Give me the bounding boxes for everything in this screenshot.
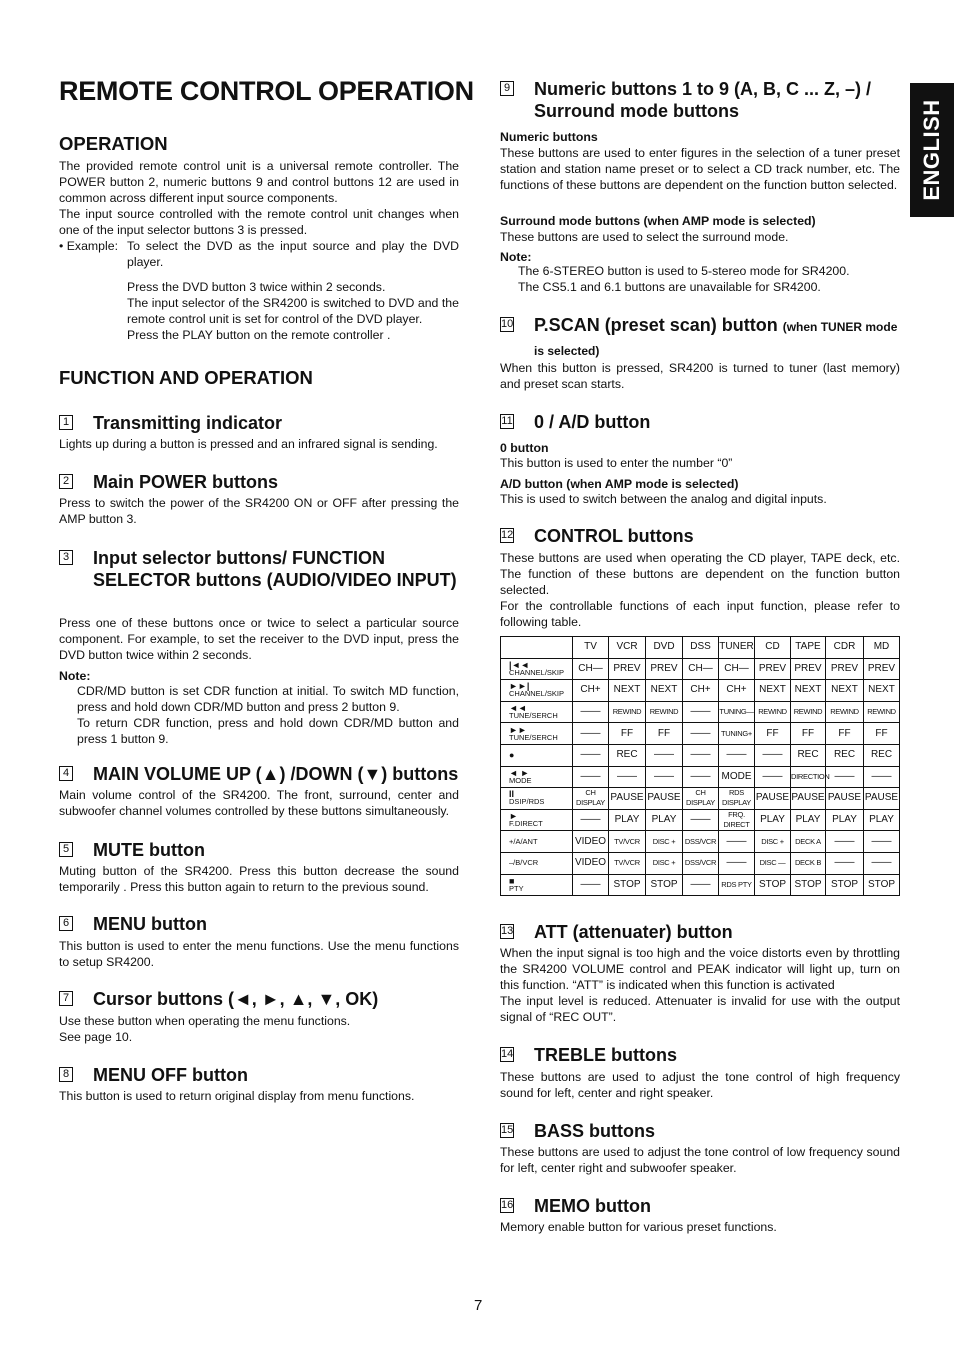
item-3-heading — [59, 547, 459, 591]
table-cell: PREV — [646, 658, 683, 680]
button-symbol-icon: ● — [509, 750, 515, 761]
table-cell: RDS DISPLAY — [719, 788, 755, 810]
example-step-3: Press the PLAY button on the remote controller . — [127, 328, 391, 342]
language-tab — [910, 83, 954, 217]
table-cell: PREV — [826, 658, 864, 680]
item-9-body-1: These buttons are used to enter figures in the selection of a tuner preset station and station name preset or to select a CD track number, etc. The functions of these buttons are dependent on the function button selected. — [500, 146, 900, 192]
table-cell: CH— — [573, 658, 609, 680]
item-number: 16 — [501, 1199, 514, 1211]
item-16-body: Memory enable button for various preset functions. — [500, 1220, 777, 1234]
table-column-header: CD — [755, 637, 791, 659]
table-cell: TUNING+ — [719, 723, 755, 745]
table-cell: DSS/VCR — [683, 831, 719, 853]
item-9-body-2: These buttons are used to select the surround mode. — [500, 230, 789, 244]
item-12-heading — [500, 525, 900, 547]
item-number: 5 — [59, 842, 73, 857]
item-9-note-body: The 6-STEREO button is used to 5-stereo mode for SR4200. The CS5.1 and 6.1 buttons are unavailable for SR4200. — [518, 264, 850, 294]
item-3-note-body: CDR/MD button is set CDR function at initial. To switch MD function, press and hold down CDR/MD button and press 2 button 9. To return CDR function, press and hold down CDR/MD button and press 1 button 9. — [77, 684, 459, 746]
table-cell: —— — [864, 852, 900, 874]
row-label-cell — [501, 701, 573, 723]
row-label: +/A/ANT — [509, 836, 538, 846]
table-cell: PLAY — [755, 809, 791, 831]
table-cell: —— — [826, 766, 864, 788]
table-cell: CH+ — [683, 680, 719, 702]
button-symbol-icon: ■ — [509, 875, 515, 886]
table-cell: TV/VCR — [609, 831, 646, 853]
table-cell: —— — [755, 744, 791, 766]
table-cell: DECK B — [791, 852, 826, 874]
item-title: TREBLE buttons — [534, 1045, 677, 1065]
row-label: TUNE/SERCH — [509, 732, 558, 742]
table-cell: FF — [864, 723, 900, 745]
button-symbol-icon: ◄ ► — [509, 767, 530, 778]
table-column-header: VCR — [609, 637, 646, 659]
table-cell: REWIND — [791, 701, 826, 723]
row-label-cell — [501, 744, 573, 766]
table-cell: CH DISPLAY — [683, 788, 719, 810]
row-label-cell — [501, 723, 573, 745]
item-11-sub-2: A/D button (when AMP mode is selected) — [500, 477, 739, 491]
table-cell: —— — [719, 852, 755, 874]
item-9-sub-2: Surround mode buttons (when AMP mode is selected) — [500, 214, 816, 228]
control-buttons-table — [500, 636, 900, 896]
operation-p1-text: The provided remote control unit is a universal remote controller. The POWER button 2, numeric buttons 9 and control buttons 12 are used in common across different input source components. — [59, 159, 459, 205]
button-symbol-icon: ►► — [509, 724, 527, 735]
table-cell: —— — [683, 744, 719, 766]
table-cell: DIRECTION — [791, 766, 826, 788]
function-operation-heading: FUNCTION AND OPERATION — [59, 367, 313, 388]
table-cell: NEXT — [609, 680, 646, 702]
row-label-cell — [501, 766, 573, 788]
table-cell: REWIND — [646, 701, 683, 723]
item-title: MENU OFF button — [93, 1065, 248, 1085]
table-row — [501, 701, 900, 723]
item-title: MEMO button — [534, 1196, 651, 1216]
table-cell: VIDEO — [573, 831, 609, 853]
item-number: 3 — [59, 550, 73, 565]
example-text: To select the DVD as the input source and play the DVD player. — [127, 239, 459, 269]
table-row — [501, 831, 900, 853]
table-cell: NEXT — [826, 680, 864, 702]
table-cell: FF — [791, 723, 826, 745]
table-cell: REC — [609, 744, 646, 766]
table-cell: PAUSE — [646, 788, 683, 810]
button-symbol-icon: II — [509, 789, 515, 800]
item-number: 10 — [501, 318, 514, 330]
table-row — [501, 744, 900, 766]
row-label-cell — [501, 658, 573, 680]
item-5-heading — [59, 839, 459, 861]
table-cell: TV/VCR — [609, 852, 646, 874]
table-header-row — [501, 637, 900, 659]
table-cell: —— — [755, 766, 791, 788]
table-cell: —— — [719, 744, 755, 766]
item-13-body: When the input signal is too high and the voice distorts even by throttling the SR4200 VOLUME control and PEAK indicator will light up, turn on this function. “ATT” is indicated when this function is activated The input level is reduced. Attenuater is invalid for use with the output signal of “REC OUT”. — [500, 946, 900, 1024]
table-cell: —— — [683, 723, 719, 745]
row-label: CHANNEL/SKIP — [509, 667, 565, 677]
item-title: ATT (attenuater) button — [534, 922, 733, 942]
operation-heading: OPERATION — [59, 133, 168, 154]
table-cell: —— — [826, 831, 864, 853]
table-cell: PAUSE — [864, 788, 900, 810]
table-cell: —— — [864, 831, 900, 853]
item-number: 4 — [59, 766, 73, 781]
row-label: TUNE/SERCH — [509, 711, 558, 721]
table-cell: CH+ — [573, 680, 609, 702]
row-label-cell — [501, 874, 573, 896]
item-number: 15 — [501, 1124, 514, 1136]
row-label-cell — [501, 852, 573, 874]
item-2-body: Press to switch the power of the SR4200 ON or OFF after pressing the AMP button 3. — [59, 496, 459, 526]
row-label-cell — [501, 809, 573, 831]
table-cell: REC — [864, 744, 900, 766]
item-number: 7 — [59, 991, 73, 1006]
table-cell: REWIND — [609, 701, 646, 723]
table-cell: STOP — [609, 874, 646, 896]
table-cell: —— — [826, 852, 864, 874]
table-cell: STOP — [826, 874, 864, 896]
table-cell: CH— — [719, 658, 755, 680]
table-column-header: TUNER — [719, 637, 755, 659]
table-cell: —— — [646, 744, 683, 766]
table-cell: —— — [573, 723, 609, 745]
table-cell: CH— — [683, 658, 719, 680]
item-9-heading — [500, 78, 900, 122]
table-cell: —— — [573, 701, 609, 723]
row-label-cell — [501, 788, 573, 810]
item-1-body: Lights up during a button is pressed and an infrared signal is sending. — [59, 437, 438, 451]
item-title: 0 / A/D button — [534, 412, 651, 432]
item-title: MUTE button — [93, 840, 205, 860]
table-cell: STOP — [755, 874, 791, 896]
item-2-heading — [59, 471, 459, 493]
table-cell: REWIND — [826, 701, 864, 723]
table-cell: —— — [573, 874, 609, 896]
table-cell: —— — [646, 766, 683, 788]
item-number: 11 — [501, 415, 513, 427]
example-lead: • Example: — [59, 239, 118, 253]
item-11-heading — [500, 411, 900, 433]
table-cell: FF — [826, 723, 864, 745]
table-cell: RDS PTY — [719, 874, 755, 896]
example-step-1: Press the DVD button 3 twice within 2 seconds. — [127, 280, 386, 294]
table-cell: PREV — [791, 658, 826, 680]
item-number: 8 — [59, 1067, 73, 1082]
row-label: DSIP/RDS — [509, 797, 545, 807]
item-title: Numeric buttons 1 to 9 (A, B, C ... Z, –) / Surround mode buttons — [534, 79, 872, 121]
table-row — [501, 723, 900, 745]
table-cell: DISC — — [755, 852, 791, 874]
language-tab-label: ENGLISH — [919, 99, 944, 201]
table-cell: —— — [719, 831, 755, 853]
page-title: REMOTE CONTROL OPERATION — [59, 76, 474, 106]
table-cell: PLAY — [826, 809, 864, 831]
table-column-header: TAPE — [791, 637, 826, 659]
item-7-body: Use these button when operating the menu functions. See page 10. — [59, 1014, 351, 1044]
table-cell: —— — [683, 701, 719, 723]
table-cell: —— — [573, 744, 609, 766]
table-cell: STOP — [791, 874, 826, 896]
item-9-sub-1: Numeric buttons — [500, 130, 598, 144]
table-cell: PLAY — [791, 809, 826, 831]
table-cell: NEXT — [864, 680, 900, 702]
table-cell: NEXT — [791, 680, 826, 702]
table-cell: NEXT — [646, 680, 683, 702]
item-14-heading — [500, 1044, 900, 1066]
table-row — [501, 788, 900, 810]
operation-p2-text: The input source controlled with the remote control unit changes when one of the input selector buttons 3 is pressed. — [59, 207, 459, 237]
table-cell: DECK A — [791, 831, 826, 853]
item-8-heading — [59, 1064, 459, 1086]
table-cell: FF — [755, 723, 791, 745]
table-cell: VIDEO — [573, 852, 609, 874]
table-cell: PAUSE — [609, 788, 646, 810]
table-cell: REC — [791, 744, 826, 766]
table-cell: FRQ. DIRECT — [719, 809, 755, 831]
item-1-heading — [59, 412, 459, 434]
item-title: MENU button — [93, 914, 207, 934]
table-cell: CH DISPLAY — [573, 788, 609, 810]
table-cell: DISC + — [646, 831, 683, 853]
item-number: 13 — [501, 925, 514, 937]
item-14-body: These buttons are used to adjust the tone control of high frequency sound for left, center and right speaker. — [500, 1070, 900, 1100]
item-3-body: Press one of these buttons once or twice to select a particular source component. For example, to set the receiver to the DVD input, press the DVD button twice within 2 seconds. — [59, 616, 459, 662]
table-cell: DISC + — [755, 831, 791, 853]
operation-paragraph-1 — [59, 158, 459, 206]
item-number: 1 — [59, 415, 73, 430]
table-cell: PREV — [864, 658, 900, 680]
item-10-body: When this button is pressed, SR4200 is turned to tuner (last memory) and preset scan starts. — [500, 361, 900, 391]
item-title: Transmitting indicator — [93, 413, 283, 433]
table-row — [501, 766, 900, 788]
item-title-note: (when TUNER mode is selected) — [534, 320, 898, 358]
item-4-heading — [59, 763, 459, 785]
item-15-body: These buttons are used to adjust the tone control of low frequency sound for left, center right and subwoofer speaker. — [500, 1145, 900, 1175]
table-cell: PREV — [755, 658, 791, 680]
row-label: CHANNEL/SKIP — [509, 689, 565, 699]
example-step-2: The input selector of the SR4200 is switched to DVD and the remote control unit is set for control of the DVD player. — [127, 296, 459, 326]
item-16-heading — [500, 1195, 900, 1217]
table-column-header: DSS — [683, 637, 719, 659]
table-column-header: MD — [864, 637, 900, 659]
table-cell: REWIND — [864, 701, 900, 723]
table-cell: —— — [864, 766, 900, 788]
table-cell: PAUSE — [791, 788, 826, 810]
table-cell: —— — [683, 809, 719, 831]
table-cell: —— — [573, 809, 609, 831]
table-cell: PAUSE — [755, 788, 791, 810]
item-title: P.SCAN (preset scan) button — [534, 315, 778, 335]
item-12-body: These buttons are used when operating the CD player, TAPE deck, etc. The function of these buttons are dependent on the function button selected. For the controllable functions of each input function, please refer to following table. — [500, 551, 900, 629]
table-cell: PLAY — [609, 809, 646, 831]
row-label: PTY — [509, 883, 524, 893]
row-label-cell — [501, 680, 573, 702]
item-title: Cursor buttons (◄, ►, ▲, ▼, OK) — [93, 989, 379, 1009]
table-column-header: CDR — [826, 637, 864, 659]
item-13-heading — [500, 921, 900, 943]
table-cell: PLAY — [646, 809, 683, 831]
table-row — [501, 874, 900, 896]
button-symbol-icon: |◄◄ — [509, 659, 530, 670]
table-cell: PAUSE — [826, 788, 864, 810]
table-row — [501, 658, 900, 680]
table-cell: REWIND — [755, 701, 791, 723]
item-10-heading — [500, 314, 900, 362]
row-label: F.DIRECT — [509, 819, 543, 829]
table-cell: STOP — [864, 874, 900, 896]
item-11-body-2: This is used to switch between the analog and digital inputs. — [500, 492, 827, 506]
item-title: BASS buttons — [534, 1121, 655, 1141]
item-7-heading — [59, 988, 459, 1010]
button-symbol-icon: ◄◄ — [509, 703, 527, 714]
item-number: 2 — [59, 474, 73, 489]
item-11-body-1: This button is used to enter the number “0” — [500, 456, 733, 470]
button-symbol-icon: ►►| — [509, 681, 530, 692]
table-cell: CH+ — [719, 680, 755, 702]
table-cell: REC — [826, 744, 864, 766]
table-cell: FF — [646, 723, 683, 745]
item-8-body: This button is used to return original display from menu functions. — [59, 1089, 415, 1103]
item-title: CONTROL buttons — [534, 526, 694, 546]
table-cell: DISC + — [646, 852, 683, 874]
item-title: MAIN VOLUME UP (▲) /DOWN (▼) buttons — [93, 764, 459, 784]
row-label: MODE — [509, 775, 532, 785]
item-title: Input selector buttons/ FUNCTION SELECTOR buttons (AUDIO/VIDEO INPUT) — [93, 548, 457, 590]
row-label-cell — [501, 831, 573, 853]
table-cell: DSS/VCR — [683, 852, 719, 874]
table-cell: TUNING— — [719, 701, 755, 723]
table-cell: —— — [683, 874, 719, 896]
item-number: 14 — [501, 1048, 514, 1060]
table-cell: —— — [683, 766, 719, 788]
table-cell: NEXT — [755, 680, 791, 702]
item-number: 9 — [500, 81, 514, 96]
table-cell: FF — [609, 723, 646, 745]
table-cell: PREV — [609, 658, 646, 680]
page-number: 7 — [474, 1297, 483, 1314]
item-title: Main POWER buttons — [93, 472, 278, 492]
item-3-note-label: Note: — [59, 669, 91, 683]
item-9-note-label: Note: — [500, 250, 532, 264]
table-row — [501, 809, 900, 831]
table-column-header: TV — [573, 637, 609, 659]
table-cell: MODE — [719, 766, 755, 788]
table-row — [501, 680, 900, 702]
item-number: 12 — [501, 529, 514, 541]
item-6-heading — [59, 913, 459, 935]
row-label: –/B/VCR — [509, 858, 539, 868]
table-cell: —— — [573, 766, 609, 788]
table-cell: —— — [609, 766, 646, 788]
table-corner-cell — [501, 637, 573, 659]
table-cell: PLAY — [864, 809, 900, 831]
table-row — [501, 852, 900, 874]
item-number: 6 — [59, 916, 73, 931]
item-11-sub-1: 0 button — [500, 441, 549, 455]
item-4-body: Main volume control of the SR4200. The front, surround, center and subwoofer channel volumes controlled by these buttons simultaneously. — [59, 788, 459, 818]
item-15-heading — [500, 1120, 900, 1142]
item-5-body: Muting button of the SR4200. Press this button decrease the sound temporarily . Press this button again to return to the previous sound. — [59, 864, 459, 894]
table-column-header: DVD — [646, 637, 683, 659]
item-6-body: This button is used to enter the menu functions. Use the menu functions to setup SR4200. — [59, 939, 459, 969]
table-cell: STOP — [646, 874, 683, 896]
operation-paragraph-2 — [59, 206, 459, 238]
button-symbol-icon: ► — [509, 811, 518, 822]
